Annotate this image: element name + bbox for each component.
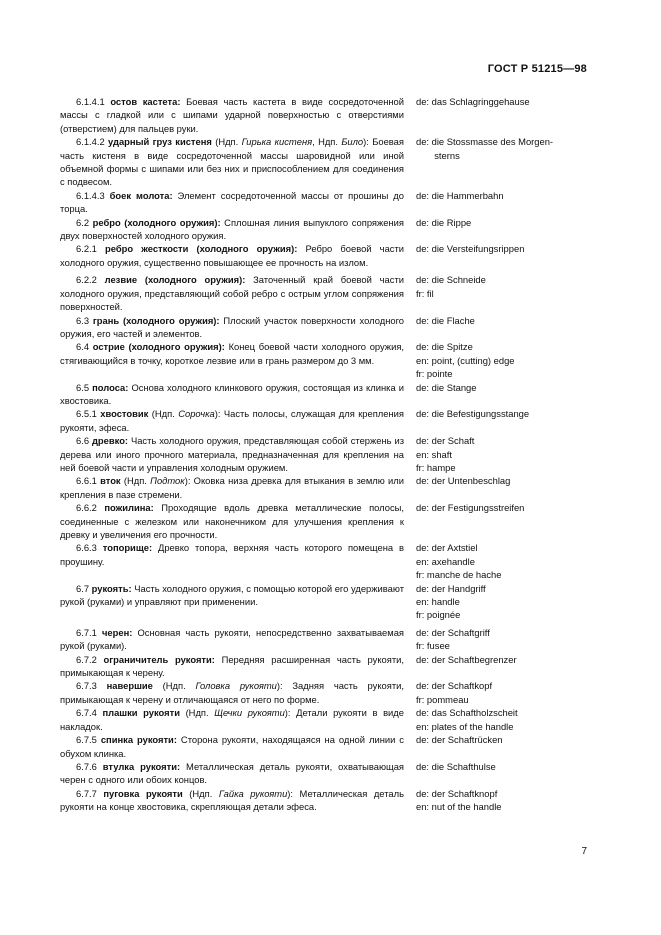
term-entry <box>60 407 590 434</box>
definition-text: Передняя расширенная часть рукояти, примыкающая к черену. <box>60 653 404 679</box>
foreign-equivalent: de: der Schaftknopf <box>416 787 498 799</box>
term-name: остов кастета: <box>110 96 181 107</box>
term-name: боек молота: <box>109 189 173 201</box>
definition-text: Сплошная линия выпуклого сопряжения двух поверхностей холодного оружия. <box>60 216 404 242</box>
foreign-equivalent: de: der Handgriff <box>416 582 486 594</box>
term-definition <box>60 706 404 733</box>
foreign-equivalent: de: das Schlagringgehause <box>416 96 530 107</box>
term-definition <box>60 679 404 706</box>
term-definition <box>60 407 404 434</box>
deprecated-term: Гирька кистеня <box>241 136 313 148</box>
foreign-equivalent: de: die Hammerbahn <box>416 189 504 201</box>
term-entry <box>60 626 590 653</box>
foreign-equivalents <box>416 273 586 300</box>
foreign-equivalents <box>416 95 586 108</box>
foreign-equivalent: fr: manche de hache <box>416 569 502 581</box>
definition-text: (Ндп. <box>182 787 219 799</box>
term-number: 6.5.1 <box>76 408 101 420</box>
term-name: навершие <box>106 680 153 692</box>
term-entry <box>60 541 590 581</box>
foreign-equivalents <box>416 706 586 733</box>
foreign-equivalents <box>416 501 586 514</box>
term-definition <box>60 340 404 367</box>
definition-text: Древко топора, верхняя часть которого помещена в проушину. <box>60 542 404 567</box>
term-number: 6.1.4.1 <box>76 96 111 107</box>
foreign-equivalent: de: der Schaft <box>416 435 475 447</box>
foreign-equivalents <box>416 216 586 229</box>
foreign-equivalents <box>416 314 586 327</box>
term-entry <box>60 679 590 706</box>
term-definition <box>60 626 404 653</box>
foreign-equivalents <box>416 653 586 666</box>
term-number: 6.2 <box>76 216 93 228</box>
foreign-equivalent: de: die Versteifungsrippen <box>416 243 525 255</box>
term-number: 6.6.3 <box>76 542 103 554</box>
foreign-equivalent: de: der Festigungsstreifen <box>416 502 525 514</box>
term-name: грань (холодного оружия): <box>92 314 220 326</box>
term-definition <box>60 242 404 269</box>
term-entry <box>60 653 590 680</box>
document-header: ГОСТ Р 51215—98 <box>487 63 587 75</box>
definition-text: Основная часть рукояти, непосредственно захватываемая рукой (руками). <box>60 626 404 652</box>
term-number: 6.7.6 <box>76 760 103 772</box>
term-entry <box>60 434 590 474</box>
term-number: 6.1.4.2 <box>76 136 109 148</box>
foreign-equivalent: de: die Spitze <box>416 341 473 353</box>
term-name: полоса: <box>92 381 129 393</box>
foreign-equivalents <box>416 541 586 581</box>
page-number: 7 <box>581 846 587 857</box>
foreign-equivalents <box>416 626 586 653</box>
foreign-equivalents <box>416 474 586 487</box>
foreign-equivalents <box>416 787 586 814</box>
foreign-equivalent: fr: poignée <box>416 609 461 621</box>
term-definition <box>60 95 404 135</box>
term-name: втулка рукояти: <box>102 760 181 772</box>
foreign-equivalent: fr: fusee <box>416 640 450 652</box>
definition-text: Часть холодного оружия, представляющая собой стержень из дерева или иного прочного материала, предназначенная для крепления на ней боевой части и управления холодным оружием. <box>60 435 405 473</box>
term-number: 6.7.4 <box>76 707 103 719</box>
definition-text: ): Оковка низа древка для втыкания в землю или крепления в пазе стремени. <box>60 475 404 500</box>
definition-text: , Ндп. <box>312 136 342 148</box>
term-name: ограничитель рукояти: <box>103 653 215 665</box>
term-name: ребро жесткости (холодного оружия): <box>105 243 298 255</box>
term-name: плашки рукояти <box>102 707 180 719</box>
term-name: лезвие (холодного оружия): <box>104 274 246 286</box>
definition-text: Ребро боевой части холодного оружия, существенно повышающее ее прочность на излом. <box>60 243 404 268</box>
term-definition <box>60 135 404 189</box>
definition-text: Конец боевой части холодного оружия, стягивающийся в точку, короткое лезвие или в грань размером до 3 мм. <box>60 341 404 366</box>
definition-text: Сторона рукояти, находящаяся на одной линии с обухом клинка. <box>60 734 404 759</box>
foreign-equivalent: en: plates of the handle <box>416 720 514 732</box>
terms-content <box>60 95 590 814</box>
term-definition <box>60 216 404 243</box>
term-name: острие (холодного оружия): <box>92 341 225 353</box>
foreign-equivalent: de: die Rippe <box>416 216 472 228</box>
term-name: спинка рукояти: <box>100 734 177 746</box>
definition-text: Плоский участок поверхности холодного оружия, его частей и элементов. <box>60 314 405 339</box>
term-number: 6.2.2 <box>76 274 105 286</box>
definition-text: (Ндп. <box>148 408 179 420</box>
foreign-equivalent: en: nut of the handle <box>416 801 502 813</box>
foreign-equivalent: en: shaft <box>416 448 452 460</box>
term-number: 6.7.5 <box>76 734 101 746</box>
term-number: 6.6.1 <box>76 475 101 487</box>
deprecated-term: Било <box>341 136 364 148</box>
term-entry <box>60 189 590 216</box>
definition-text: Элемент сосредоточенной массы от прошины до торца. <box>60 189 404 215</box>
definition-text: ): Боевая часть кистеня в виде сосредоточенной массы шаровидной или иной объемной формы с шипами или без них и приспособлением для соединения с подвесом. <box>60 136 404 188</box>
term-number: 6.6.2 <box>76 502 105 514</box>
term-name: топорище: <box>102 542 153 554</box>
term-definition <box>60 314 404 341</box>
term-name: ударный груз кистеня <box>108 136 212 148</box>
deprecated-term: Подток <box>150 475 185 487</box>
term-number: 6.2.1 <box>76 243 106 255</box>
term-definition <box>60 541 404 568</box>
term-definition <box>60 273 404 313</box>
foreign-equivalents <box>416 135 586 162</box>
foreign-equivalents <box>416 582 586 622</box>
definition-text: ): Задняя часть рукояти, примыкающая к черену и отличающаяся от него по форме. <box>60 680 404 705</box>
foreign-equivalents <box>416 189 586 202</box>
term-definition <box>60 733 404 760</box>
definition-text: ): Часть полосы, служащая для крепления рукояти, эфеса. <box>60 408 404 433</box>
term-entry <box>60 273 590 313</box>
foreign-equivalent: de: die Flache <box>416 314 475 326</box>
foreign-equivalent: de: der Schaftbegrenzer <box>416 653 517 665</box>
foreign-equivalent: de: das Schaftholzscheit <box>416 707 518 719</box>
foreign-equivalent: de: der Untenbeschlag <box>416 475 511 487</box>
term-number: 6.4 <box>76 341 93 353</box>
term-name: пуговка рукояти <box>103 787 183 799</box>
term-entry <box>60 474 590 501</box>
foreign-equivalent: en: handle <box>416 596 460 608</box>
term-definition <box>60 760 404 787</box>
definition-text: ): Детали рукояти в виде накладок. <box>60 707 404 732</box>
definition-text: (Ндп. <box>152 680 196 692</box>
foreign-equivalent: de: der Schaftkopf <box>416 680 493 692</box>
definition-text: Заточенный край боевой части холодного оружия, представляющий собой ребро с острым углом сопряжения поверхностей. <box>60 274 404 313</box>
foreign-equivalent: de: die Stossmasse des Morgen- <box>416 136 554 148</box>
term-entry <box>60 135 590 189</box>
definition-text: (Ндп. <box>179 707 215 719</box>
term-entry <box>60 733 590 760</box>
deprecated-term: Головка рукояти <box>195 680 277 692</box>
foreign-equivalents <box>416 340 586 380</box>
foreign-equivalent: de: die Stange <box>416 381 477 393</box>
term-number: 6.7.2 <box>76 653 104 665</box>
foreign-equivalent: de: die Schafthulse <box>416 760 496 772</box>
definition-text: Проходящие вдоль древка металлические полосы, соединенные с железком или наконечником для улучшения крепления к древку и увеличения его прочности. <box>60 502 404 540</box>
term-number: 6.3 <box>76 314 93 326</box>
deprecated-term: Сорочка <box>178 408 215 420</box>
term-definition <box>60 582 404 609</box>
term-definition <box>60 474 404 501</box>
term-name: пожилина: <box>104 502 154 514</box>
definition-text: Основа холодного клинкового оружия, состоящая из клинка и хвостовика. <box>60 381 405 406</box>
foreign-equivalent: en: point, (cutting) edge <box>416 354 515 366</box>
foreign-equivalent: fr: fil <box>416 287 434 299</box>
foreign-equivalent: de: die Befestigungsstange <box>416 408 530 420</box>
definition-text: ): Металлическая деталь рукояти на конце хвостовика, скрепляющая детали эфеса. <box>60 787 404 813</box>
deprecated-term: Гайка рукояти <box>218 787 288 799</box>
term-definition <box>60 434 404 474</box>
definition-text: Часть холодного оружия, с помощью которой его удерживают рукой (руками) и управляют при применении. <box>60 582 404 608</box>
term-name: древко: <box>91 435 129 447</box>
term-definition <box>60 381 404 408</box>
foreign-equivalent: fr: pointe <box>416 368 453 380</box>
foreign-equivalent: de: der Axtstiel <box>416 542 478 554</box>
foreign-equivalent: fr: pommeau <box>416 693 469 705</box>
term-number: 6.1.4.3 <box>76 189 110 201</box>
term-number: 6.6 <box>76 435 92 447</box>
term-entry <box>60 381 590 408</box>
foreign-equivalent: fr: hampe <box>416 461 456 473</box>
foreign-equivalents <box>416 733 586 746</box>
foreign-equivalent: de: der Schaftrücken <box>416 734 503 746</box>
foreign-equivalent: de: der Schaftgriff <box>416 626 490 638</box>
term-number: 6.7.1 <box>76 626 102 638</box>
term-entry <box>60 314 590 341</box>
foreign-equivalents <box>416 381 586 394</box>
foreign-equivalents <box>416 242 586 255</box>
term-definition <box>60 189 404 216</box>
foreign-equivalents <box>416 679 586 706</box>
deprecated-term: Щечки рукояти <box>214 707 285 719</box>
term-entry <box>60 95 590 135</box>
term-name: рукоять: <box>91 582 132 594</box>
term-number: 6.7.7 <box>76 787 104 799</box>
term-entry <box>60 340 590 380</box>
term-number: 6.5 <box>76 381 93 393</box>
term-number: 6.7.3 <box>76 680 107 692</box>
term-name: вток <box>100 475 121 487</box>
term-entry <box>60 582 590 622</box>
term-entry <box>60 216 590 243</box>
term-number: 6.7 <box>76 582 92 594</box>
foreign-equivalent: en: axehandle <box>416 555 475 567</box>
term-definition <box>60 787 404 814</box>
foreign-equivalent: de: die Schneide <box>416 274 486 286</box>
foreign-equivalents <box>416 434 586 474</box>
foreign-equivalents <box>416 407 586 420</box>
term-name: черен: <box>101 626 133 638</box>
term-definition <box>60 653 404 680</box>
term-entry <box>60 242 590 269</box>
term-entry <box>60 760 590 787</box>
definition-text: (Ндп. <box>120 475 151 487</box>
term-definition <box>60 501 404 541</box>
definition-text: Металлическая деталь рукояти, охватывающая черен с одного или обоих концов. <box>60 760 404 786</box>
foreign-equivalents <box>416 760 586 773</box>
term-entry <box>60 787 590 814</box>
term-entry <box>60 706 590 733</box>
term-name: ребро (холодного оружия): <box>92 216 221 228</box>
term-name: хвостовик <box>100 408 149 420</box>
foreign-equivalent: sterns <box>416 149 460 161</box>
term-entry <box>60 501 590 541</box>
definition-text: Боевая часть кастета в виде сосредоточенной массы с гладкой или с шипами ударной поверхностью с отверстиями (отверстием) для пальцев руки. <box>60 96 405 134</box>
definition-text: (Ндп. <box>211 136 242 148</box>
